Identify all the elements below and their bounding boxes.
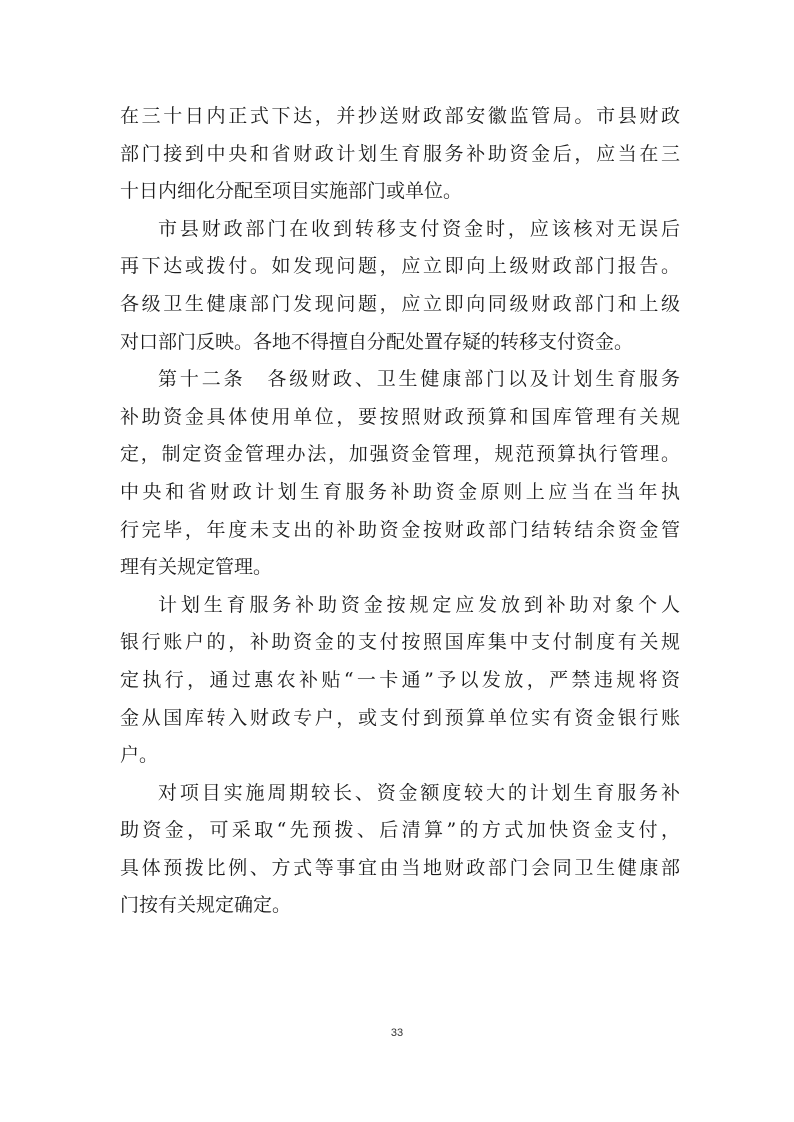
text-line: 再下达或拨付。如发现问题，应立即向上级财政部门报告。 (120, 255, 680, 278)
text-line: 理有关规定管理。 (120, 556, 273, 579)
article-heading-line: 第十二条 各级财政、卫生健康部门以及计划生育服务 (158, 368, 680, 391)
text-line: 定执行，通过惠农补贴“一卡通”予以发放，严禁违规将资 (120, 668, 680, 691)
page-number: 33 (390, 1027, 404, 1039)
text-line: 对口部门反映。各地不得擅自分配处置存疑的转移支付资金。 (120, 330, 634, 353)
text-line: 各级卫生健康部门发现问题，应立即向同级财政部门和上级 (120, 292, 680, 315)
body-text (120, 98, 680, 925)
text-line: 门按有关规定确定。 (120, 894, 292, 917)
text-line: 中央和省财政计划生育服务补助资金原则上应当在当年执 (120, 480, 680, 503)
text-line: 户。 (120, 744, 159, 767)
text-line: 对项目实施周期较长、资金额度较大的计划生育服务补 (158, 781, 680, 804)
text-line: 补助资金具体使用单位，要按照财政预算和国库管理有关规 (120, 405, 680, 428)
text-line: 部门接到中央和省财政计划生育服务补助资金后，应当在三 (120, 142, 680, 165)
text-line: 助资金，可采取“先预拨、后清算”的方式加快资金支付， (120, 819, 680, 842)
text-line: 行完毕，年度未支出的补助资金按财政部门结转结余资金管 (120, 518, 680, 541)
text-line: 市县财政部门在收到转移支付资金时，应该核对无误后 (158, 217, 680, 240)
text-line: 金从国库转入财政专户，或支付到预算单位实有资金银行账 (120, 706, 680, 729)
text-line: 在三十日内正式下达，并抄送财政部安徽监管局。市县财政 (120, 105, 680, 127)
text-line: 具体预拨比例、方式等事宜由当地财政部门会同卫生健康部 (120, 856, 680, 879)
text-line: 十日内细化分配至项目实施部门或单位。 (120, 180, 463, 203)
text-line: 银行账户的，补助资金的支付按照国库集中支付制度有关规 (120, 631, 680, 654)
text-line: 计划生育服务补助资金按规定应发放到补助对象个人 (158, 593, 680, 616)
text-line: 定，制定资金管理办法，加强资金管理，规范预算执行管理。 (120, 443, 680, 466)
